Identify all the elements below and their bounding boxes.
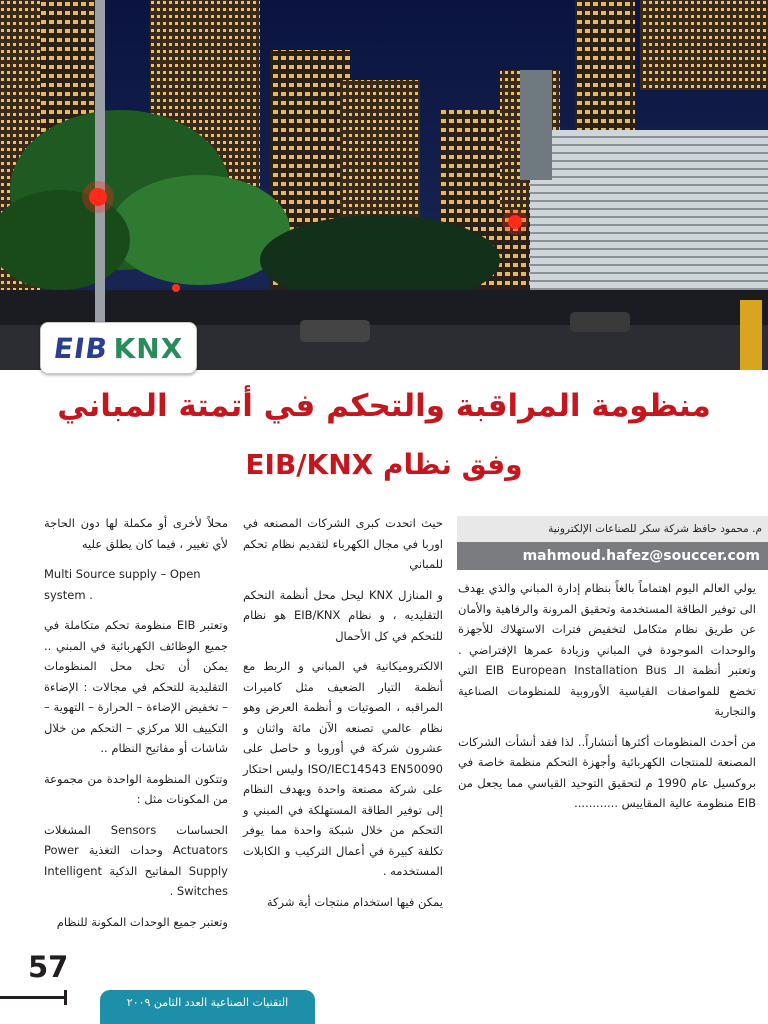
paragraph: وتعتبر EIB منظومة تحكم متكاملة في جميع الوظائف الكهربائية في المبني .. يمكن أن تحل محل المنظومات التقليدية للتحكم في مجالات : الإضاءة – تخفيض الإضاءة – الحرارة – التهوية – التكييف اللا مركزي – التحكم من خلال شاشات أو مفاتيح النظام ..	[44, 618, 228, 755]
paragraph: وتعتبر جميع الوحدات المكونة للنظام	[56, 914, 228, 929]
article-column-middle	[243, 513, 443, 922]
paragraph: الالكتروميكانية في المباني و الربط مع أنظمة التيار الضعيف مثل كاميرات المراقبه ، الصوتيات و أنظمة العرض وهو نظام عالمي تصنعه الآن مائة واثنان و عشرون شركة في أوروبا و حاصل على ISO/IEC14543 EN50090 وليس احتكار على شركة مصنعة واحدة ويهدف النظام إلى توفير الطاقة المستهلكة في المبني و التحكم من خلال شبكة واحدة مما يوفر تكلفة كبيرة في أعمال التركيب و الكابلات المستخدمه .	[243, 659, 443, 878]
eib-knx-logo	[40, 322, 197, 374]
logo-eib: EIB	[51, 331, 110, 365]
page-number: 57	[28, 950, 69, 984]
logo-knx: KNX	[113, 331, 184, 365]
paragraph: من أحدث المنظومات أكثرها أنتشاراً.. لذا فقد أنشأت الشركات المصنعة للمنتجات الكهربائية وأجهزة التحكم منظمة خاصة في بروكسيل عام 1990 م لتحقيق التوحيد القياسي مما يجعل من EIB منظومة عالية المقاييس ............	[458, 734, 756, 810]
city-night-image	[0, 0, 768, 370]
paragraph: محلاً لأخرى أو مكملة لها دون الحاجة لأي تغيير ، فيما كان يطلق عليه	[44, 516, 228, 551]
paragraph: يولي العالم اليوم اهتماماً بالغاً بنظام إدارة المباني والذي يهدف الى توفير الطاقة المستخدمة وتحقيق المرونة والرفاهية والأمان عن طريق نظام متكامل لتخفيض فترات الاستهلاك للأجهزة والوحدات الموجودة في المباني وزيادة عمرها الإفتراضي . وتعتبر أنظمة الـ EIB European Installation Bus التي تخضع للمواصفات القياسية الأوروبية للمنظومات الصناعية والتجارية	[458, 581, 757, 718]
article-subtitle: وفق نظام EIB/KNX	[245, 448, 523, 481]
article-column-right	[458, 578, 756, 824]
paragraph: يمكن فيها استخدام منتجات أية شركة	[266, 894, 443, 909]
paragraph: و المنازل KNX ليحل محل أنظمة التحكم التقليديه ، و نظام EIB/KNX هو نظام للتحكم في كل الأحمال	[243, 587, 444, 643]
paragraph: Multi Source supply – Open system .	[44, 567, 201, 602]
paragraph: وتتكون المنظومة الواحدة من مجموعة من المكونات مثل :	[44, 771, 228, 806]
paragraph: الحساسات Sensors المشغلات Actuators وحدات التغذية Power Supply المفاتيح الذكية Intelligent Switches .	[44, 822, 228, 898]
article-title: منظومة المراقبة والتحكم في أتمتة المباني	[57, 388, 711, 424]
author-byline: م. محمود حافظ شركة سكر للصناعات الإلكترونية	[457, 516, 768, 542]
author-email[interactable]: mahmoud.hafez@souccer.com	[457, 542, 768, 570]
article-column-left	[44, 513, 228, 942]
hero-photo	[0, 0, 768, 370]
paragraph: حيث اتحدت كبرى الشركات المصنعه في اوربا في مجال الكهرباء لتقديم نظام تحكم للمباني	[243, 516, 443, 571]
footer-rule	[0, 996, 66, 999]
footer-rule-tick	[64, 990, 67, 1005]
footer-issue-tab: التقنيات الصناعية العدد الثامن ٢٠٠٩	[100, 990, 315, 1024]
